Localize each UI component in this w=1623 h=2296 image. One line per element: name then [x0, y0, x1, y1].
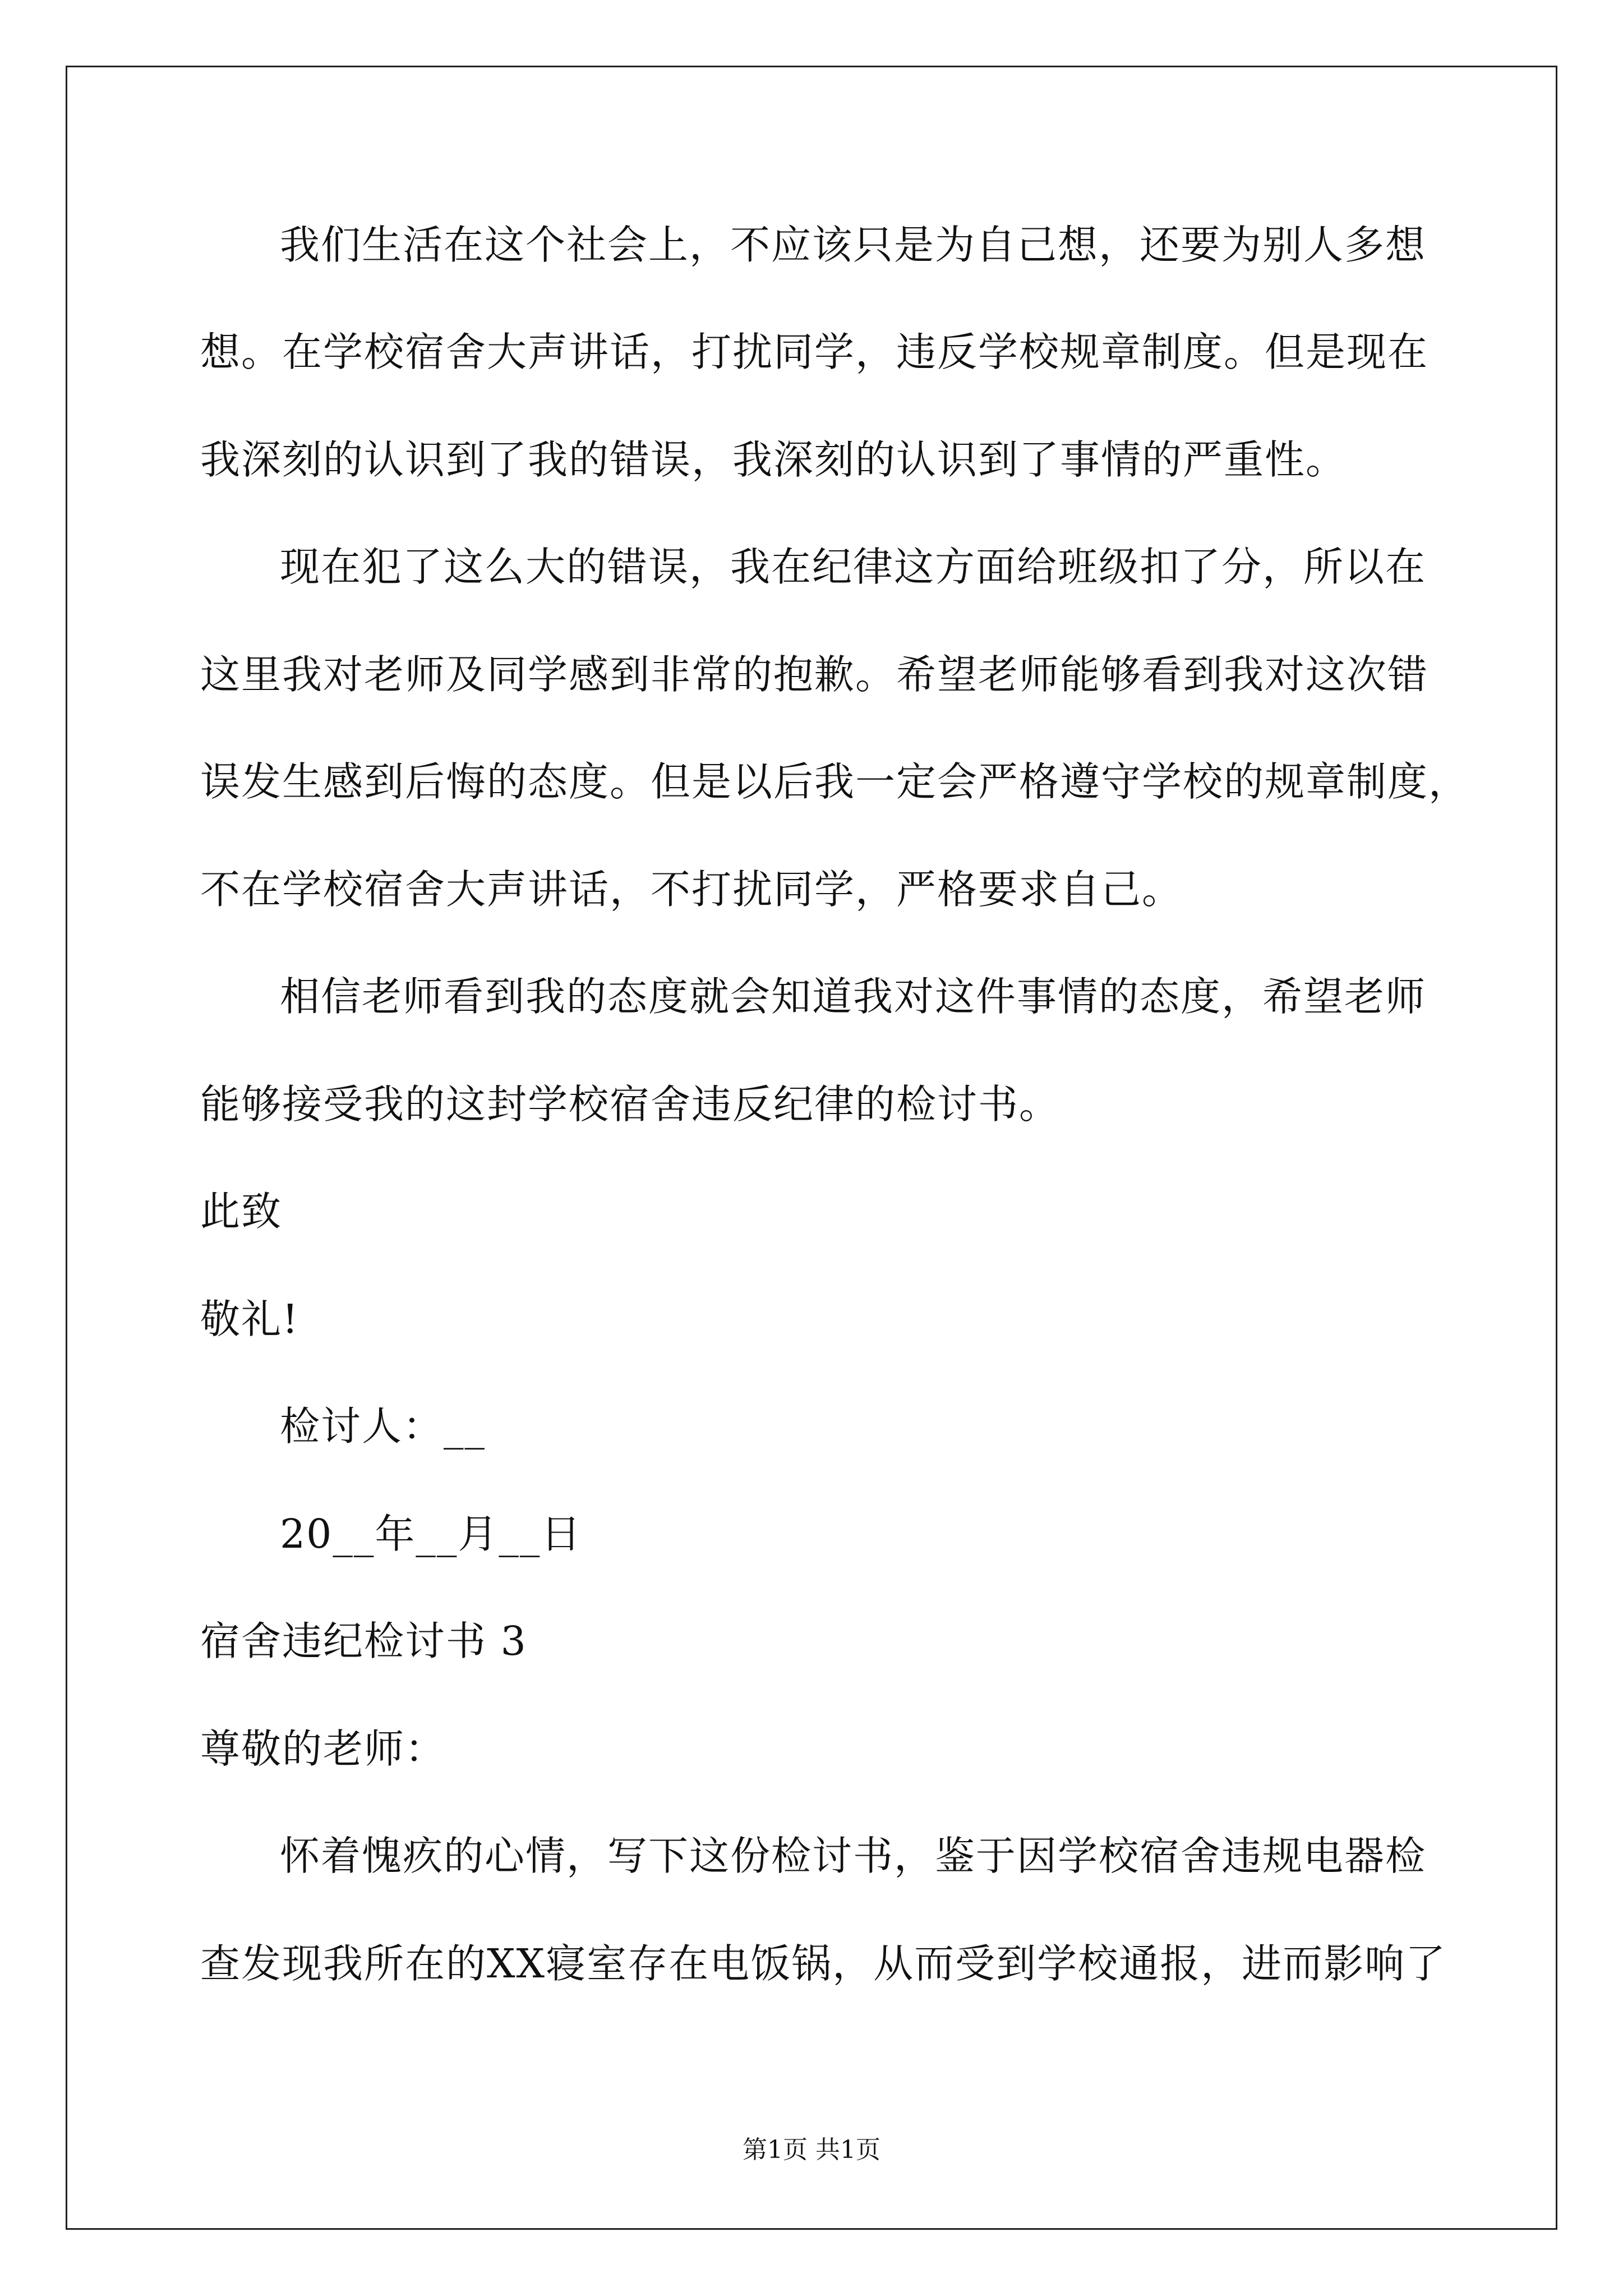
closing-salutation: 此致 — [200, 1188, 283, 1235]
paragraph-2-line-3: 误发生感到后悔的态度。但是以后我一定会严格遵守学校的规章制度， — [200, 758, 1470, 805]
paragraph-2-line-2: 这里我对老师及同学感到非常的抱歉。希望老师能够看到我对这次错 — [200, 651, 1429, 698]
paragraph-1-line-2: 想。在学校宿舍大声讲话，打扰同学，违反学校规章制度。但是现在 — [200, 329, 1429, 375]
date-line: 20__年__月__日 — [280, 1511, 582, 1557]
page-border — [66, 66, 1557, 2230]
closing-respect: 敬礼! — [200, 1296, 299, 1342]
paragraph-4-line-2: 查发现我所在的XX寝室存在电饭锅，从而受到学校通报，进而影响了 — [200, 1940, 1447, 1987]
paragraph-4-line-1: 怀着愧疚的心情，写下这份检讨书，鉴于因学校宿舍违规电器检 — [280, 1833, 1427, 1879]
page-number-footer: 第1页 共1页 — [743, 2136, 880, 2164]
paragraph-3-line-2: 能够接受我的这封学校宿舍违反纪律的检讨书。 — [200, 1081, 1061, 1128]
paragraph-1-line-3: 我深刻的认识到了我的错误，我深刻的认识到了事情的严重性。 — [200, 436, 1347, 483]
paragraph-1-line-1: 我们生活在这个社会上，不应该只是为自己想，还要为别人多想 — [280, 222, 1427, 268]
paragraph-2-line-4: 不在学校宿舍大声讲话，不打扰同学，严格要求自己。 — [200, 866, 1183, 913]
paragraph-2-line-1: 现在犯了这么大的错误，我在纪律这方面给班级扣了分，所以在 — [280, 544, 1427, 590]
section-title: 宿舍违纪检讨书 3 — [200, 1618, 527, 1664]
greeting-line: 尊敬的老师： — [200, 1726, 446, 1772]
signature-line: 检讨人：__ — [280, 1403, 486, 1450]
paragraph-3-line-1: 相信老师看到我的态度就会知道我对这件事情的态度，希望老师 — [280, 973, 1427, 1020]
